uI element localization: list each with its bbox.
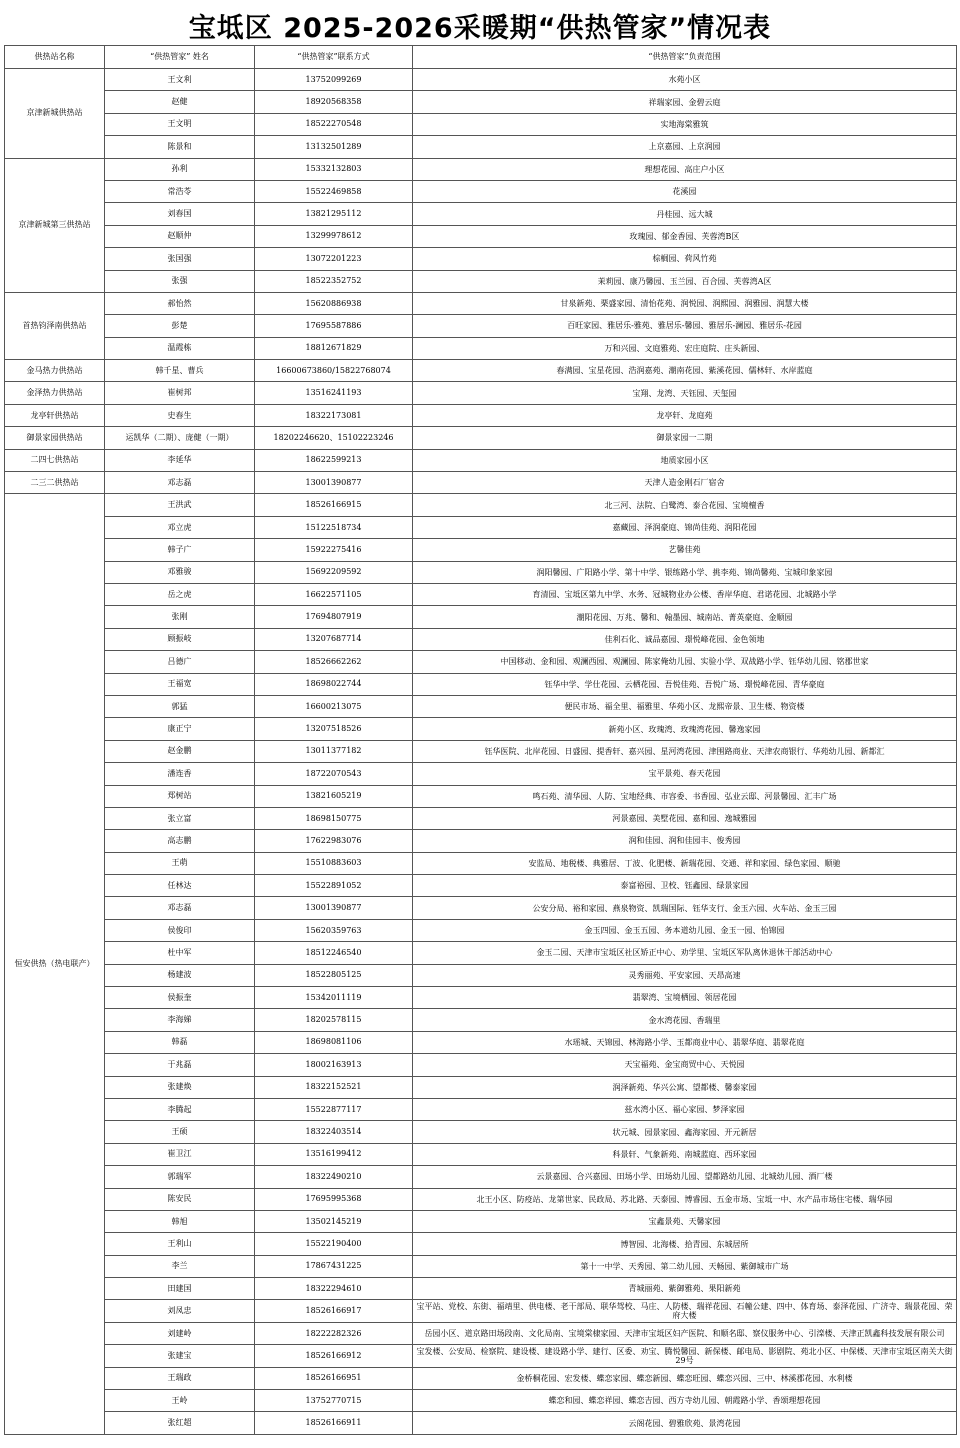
table-row [5, 1390, 957, 1412]
phone-cell: 13299978612 [255, 225, 413, 247]
coverage-range-cell: 理想花园、高庄户小区 [413, 158, 957, 180]
manager-name-cell: 邓雅骏 [105, 561, 255, 583]
table-row [5, 1367, 957, 1389]
coverage-range-cell: 青城丽苑、紫御雅苑、果阳新苑 [413, 1278, 957, 1300]
phone-cell: 13011377182 [255, 740, 413, 762]
table-row [5, 1143, 957, 1165]
coverage-range-cell: 中国移动、金和园、观澜西园、观澜园、陈家俺幼儿园、实验小学、双战路小学、钰华幼儿园、铭郡世家 [413, 651, 957, 673]
table-row [5, 1322, 957, 1344]
manager-name-cell: 张国强 [105, 248, 255, 270]
manager-name-cell: 李腾起 [105, 1098, 255, 1120]
manager-name-cell: 王瑞政 [105, 1367, 255, 1389]
table-row [5, 113, 957, 135]
table-row [5, 897, 957, 919]
coverage-range-cell: 实地海棠雅筑 [413, 113, 957, 135]
manager-name-cell: 邓立虎 [105, 516, 255, 538]
phone-cell: 16600213075 [255, 695, 413, 717]
phone-cell: 18698081106 [255, 1031, 413, 1053]
manager-name-cell: 杜中军 [105, 942, 255, 964]
phone-cell: 13207518526 [255, 718, 413, 740]
table-row [5, 1031, 957, 1053]
phone-cell: 18812671829 [255, 337, 413, 359]
table-row [5, 136, 957, 158]
table-row [5, 1233, 957, 1255]
manager-name-cell: 邓志磊 [105, 472, 255, 494]
phone-cell: 18322403514 [255, 1121, 413, 1143]
coverage-range-cell: 水苑小区 [413, 69, 957, 91]
manager-name-cell: 吕德广 [105, 651, 255, 673]
table-row [5, 1210, 957, 1232]
coverage-range-cell: 博智园、北海楼、拾青园、东城居所 [413, 1233, 957, 1255]
manager-name-cell: 常浩苓 [105, 180, 255, 202]
manager-name-cell: 潘连香 [105, 763, 255, 785]
manager-name-cell: 杨建波 [105, 964, 255, 986]
coverage-range-cell: 新苑小区、玫瑰湾、玫瑰湾花园、馨逸家园 [413, 718, 957, 740]
coverage-range-cell: 金水湾花园、香瑞里 [413, 1009, 957, 1031]
table-row [5, 315, 957, 337]
phone-cell: 13502145219 [255, 1210, 413, 1232]
coverage-range-cell: 状元城、园景家园、鑫海家园、开元新居 [413, 1121, 957, 1143]
coverage-range-cell: 祥瑞家园、金碧云庭 [413, 91, 957, 113]
coverage-range-cell: 棕榈园、荷风竹苑 [413, 248, 957, 270]
table-row [5, 180, 957, 202]
document-title: 宝坻区 2025-2026采暖期“供热管家”情况表 [188, 13, 772, 44]
manager-name-cell: 张红超 [105, 1412, 255, 1434]
manager-name-cell: 崔树邦 [105, 382, 255, 404]
coverage-range-cell: 春满园、宝星花园、浩润嘉苑、潮南花园、紫溪花园、儒林轩、水岸蓝庭 [413, 360, 957, 382]
coverage-range-cell: 岳园小区、道京路田场段南、文化局南、宝境棠棣家园、天津市宝坻区妇产医院、和顺名邸、察仪服务中心、引滦楼、天津正凯鑫科技发展有限公司 [413, 1322, 957, 1344]
phone-cell: 15122518734 [255, 516, 413, 538]
table-row [5, 964, 957, 986]
manager-name-cell: 韩磊 [105, 1031, 255, 1053]
phone-cell: 18526166915 [255, 494, 413, 516]
station-name-cell: 御景家园供热站 [5, 427, 105, 449]
phone-cell: 18202578115 [255, 1009, 413, 1031]
phone-cell: 18222282326 [255, 1322, 413, 1344]
manager-name-cell: 王硕 [105, 1121, 255, 1143]
table-row [5, 1166, 957, 1188]
coverage-range-cell: 宝发楼、公安局、检察院、建设楼、建设路小学、建行、区委、劝宝、腾悦馨园、新保楼、邮电局、影剧院、苑北小区、中保楼、天津市宝坻区南关大街29号 [413, 1345, 957, 1367]
coverage-range-cell: 灵秀丽苑、平安家园、天昂高速 [413, 964, 957, 986]
manager-name-cell: 韩千星、曹兵 [105, 360, 255, 382]
station-name-cell: 金马热力供热站 [5, 360, 105, 382]
manager-name-cell: 陈景和 [105, 136, 255, 158]
manager-name-cell: 孙利 [105, 158, 255, 180]
table-row [5, 875, 957, 897]
table-row [5, 69, 957, 91]
table-row [5, 807, 957, 829]
phone-cell: 16622571105 [255, 583, 413, 605]
coverage-range-cell: 金玉二园、天津市宝坻区社区矫正中心、劝学里、宝坻区军队离休退休干部活动中心 [413, 942, 957, 964]
coverage-range-cell: 地质家园小区 [413, 449, 957, 471]
manager-name-cell: 韩旭 [105, 1210, 255, 1232]
coverage-range-cell: 宝平站、党校、东街、福靖里、供电楼、老干部局、联华驾校、马庄、人防楼、瑞祥花园、石幢公建、四中、体育场、泰泽花园、广济寺、瑞景花园、荣府大楼 [413, 1300, 957, 1322]
manager-name-cell: 侯振奎 [105, 987, 255, 1009]
phone-cell: 18526166917 [255, 1300, 413, 1322]
table-row [5, 516, 957, 538]
phone-cell: 15522877117 [255, 1098, 413, 1120]
phone-cell: 18526662262 [255, 651, 413, 673]
manager-name-cell: 刘凤忠 [105, 1300, 255, 1322]
coverage-range-cell: 艺馨佳苑 [413, 539, 957, 561]
header-station: 供热站名称 [5, 46, 105, 69]
manager-name-cell: 任林达 [105, 875, 255, 897]
phone-cell: 18698022744 [255, 673, 413, 695]
manager-name-cell: 王利山 [105, 1233, 255, 1255]
header-row [5, 46, 957, 69]
table-row [5, 1412, 957, 1434]
coverage-range-cell: 北三河、法院、白鹭湾、泰合花园、宝境檀香 [413, 494, 957, 516]
table-body [5, 69, 957, 1435]
phone-cell: 17622983076 [255, 830, 413, 852]
manager-name-cell: 刘建岭 [105, 1322, 255, 1344]
phone-cell: 18722070543 [255, 763, 413, 785]
table-row [5, 606, 957, 628]
phone-cell: 13072201223 [255, 248, 413, 270]
coverage-range-cell: 宝平景苑、春天花园 [413, 763, 957, 785]
manager-name-cell: 于兆磊 [105, 1054, 255, 1076]
phone-cell: 18522352752 [255, 270, 413, 292]
table-row [5, 1300, 957, 1322]
manager-name-cell: 崔卫江 [105, 1143, 255, 1165]
header-name: “供热管家” 姓名 [105, 46, 255, 69]
table-row [5, 472, 957, 494]
table-row [5, 1121, 957, 1143]
coverage-range-cell: 泰富裕园、卫校、钰鑫园、绿景家园 [413, 875, 957, 897]
table-row [5, 382, 957, 404]
table-row [5, 404, 957, 426]
phone-cell: 18526166951 [255, 1367, 413, 1389]
phone-cell: 18202246620、15102223246 [255, 427, 413, 449]
table-row [5, 1076, 957, 1098]
phone-cell: 13516199412 [255, 1143, 413, 1165]
manager-name-cell: 李延华 [105, 449, 255, 471]
table-row [5, 449, 957, 471]
phone-cell: 18920568358 [255, 91, 413, 113]
phone-cell: 15510883603 [255, 852, 413, 874]
manager-name-cell: 郑树站 [105, 785, 255, 807]
coverage-range-cell: 金玉四园、金玉五园、务本道幼儿园、金玉一园、怡锦园 [413, 919, 957, 941]
coverage-range-cell: 龙亭轩、龙庭苑 [413, 404, 957, 426]
phone-cell: 13752770715 [255, 1390, 413, 1412]
coverage-range-cell: 钰华医院、北岸花园、日盛园、提香轩、嘉兴园、星河湾花园、津围路商业、天津农商银行、华苑幼儿园、新都汇 [413, 740, 957, 762]
table-row [5, 628, 957, 650]
phone-cell: 18526166911 [255, 1412, 413, 1434]
coverage-range-cell: 丹桂园、远大城 [413, 203, 957, 225]
phone-cell: 18522270548 [255, 113, 413, 135]
table-row [5, 1188, 957, 1210]
manager-name-cell: 张刚 [105, 606, 255, 628]
phone-cell: 13207687714 [255, 628, 413, 650]
table-row [5, 427, 957, 449]
coverage-range-cell: 兹水湾小区、福心家园、梦泽家园 [413, 1098, 957, 1120]
phone-cell: 18512246540 [255, 942, 413, 964]
coverage-range-cell: 翡翠湾、宝境栖园、领居花园 [413, 987, 957, 1009]
station-name-cell: 恒安供热（热电联产） [5, 494, 105, 1434]
phone-cell: 13132501289 [255, 136, 413, 158]
coverage-range-cell: 科景轩、气象新苑、南城蓝庭、西环家园 [413, 1143, 957, 1165]
manager-name-cell: 田建国 [105, 1278, 255, 1300]
table-row [5, 270, 957, 292]
table-row [5, 673, 957, 695]
table-row [5, 1054, 957, 1076]
manager-name-cell: 赵金鹏 [105, 740, 255, 762]
table-row [5, 91, 957, 113]
coverage-range-cell: 上京嘉园、上京润园 [413, 136, 957, 158]
phone-cell: 15692209592 [255, 561, 413, 583]
phone-cell: 13752099269 [255, 69, 413, 91]
phone-cell: 18322173081 [255, 404, 413, 426]
coverage-range-cell: 金桥桐花园、宏发楼、蝶恋家园、蝶恋新园、蝶恋旺园、蝶恋兴园、三中、林溪郡花园、水利楼 [413, 1367, 957, 1389]
coverage-range-cell: 鸣石苑、清华园、人防、宝地经典、市容委、书香园、弘业云邸、河景馨园、汇丰广场 [413, 785, 957, 807]
phone-cell: 16600673860/15822768074 [255, 360, 413, 382]
manager-name-cell: 李兰 [105, 1255, 255, 1277]
phone-cell: 15522891052 [255, 875, 413, 897]
phone-cell: 18322490210 [255, 1166, 413, 1188]
phone-cell: 18526166912 [255, 1345, 413, 1367]
coverage-range-cell: 润和佳园、润和佳园丰、俊秀园 [413, 830, 957, 852]
phone-cell: 18322152521 [255, 1076, 413, 1098]
coverage-range-cell: 嘉藏园、泽润豪庭、锦尚佳苑、润阳花园 [413, 516, 957, 538]
table-row [5, 583, 957, 605]
table-row [5, 852, 957, 874]
coverage-range-cell: 润泽新苑、华兴公寓、望都楼、馨泰家园 [413, 1076, 957, 1098]
station-name-cell: 首热钧泽南供热站 [5, 292, 105, 359]
table-row [5, 337, 957, 359]
table-row [5, 919, 957, 941]
manager-name-cell: 张立富 [105, 807, 255, 829]
coverage-range-cell: 河景嘉园、美墅花园、嘉和园、逸城雅园 [413, 807, 957, 829]
manager-name-cell: 史春生 [105, 404, 255, 426]
manager-name-cell: 郭瑞军 [105, 1166, 255, 1188]
manager-name-cell: 韩子广 [105, 539, 255, 561]
phone-cell: 15922275416 [255, 539, 413, 561]
table-row [5, 785, 957, 807]
phone-cell: 17695587886 [255, 315, 413, 337]
table-row [5, 1345, 957, 1367]
manager-name-cell: 郭猛 [105, 695, 255, 717]
manager-name-cell: 王岭 [105, 1390, 255, 1412]
phone-cell: 15620359763 [255, 919, 413, 941]
table-row [5, 494, 957, 516]
coverage-range-cell: 御景家园一二期 [413, 427, 957, 449]
table-row [5, 763, 957, 785]
phone-cell: 13821295112 [255, 203, 413, 225]
table-row [5, 1278, 957, 1300]
station-name-cell: 京津新城供热站 [5, 69, 105, 159]
coverage-range-cell: 蝶恋和园、蝶恋祥园、蝶恋吉园、西方寺幼儿园、朝霞路小学、香颂理想花园 [413, 1390, 957, 1412]
manager-name-cell: 彭楚 [105, 315, 255, 337]
manager-name-cell: 王文明 [105, 113, 255, 135]
manager-name-cell: 王萌 [105, 852, 255, 874]
phone-cell: 15342011119 [255, 987, 413, 1009]
manager-name-cell: 赵健 [105, 91, 255, 113]
manager-name-cell: 陈安民 [105, 1188, 255, 1210]
manager-name-cell: 岳之虎 [105, 583, 255, 605]
phone-cell: 13001390877 [255, 472, 413, 494]
coverage-range-cell: 百旺家园、雅居乐-雅苑、雅居乐-馨园、雅居乐-澜园、雅居乐-花园 [413, 315, 957, 337]
coverage-range-cell: 北王小区、防疫站、龙第世家、民政局、苏北路、天泰园、博睿园、五金市场、宝坻一中、水产品市场住宅楼、瑞华园 [413, 1188, 957, 1210]
coverage-range-cell: 天宝福苑、金宝商贸中心、天悦园 [413, 1054, 957, 1076]
manager-name-cell: 顾振岐 [105, 628, 255, 650]
coverage-range-cell: 潮阳花园、万兆、馨和、翰墨园、城南站、菁英豪庭、金顺园 [413, 606, 957, 628]
phone-cell: 15522190400 [255, 1233, 413, 1255]
manager-name-cell: 邓志磊 [105, 897, 255, 919]
manager-name-cell: 康正宁 [105, 718, 255, 740]
table-row [5, 360, 957, 382]
table-row [5, 1098, 957, 1120]
manager-name-cell: 高志鹏 [105, 830, 255, 852]
coverage-range-cell: 公安分局、裕和家园、燕泉物资、凯瑞国际、钰华支行、金玉六园、火车站、金玉三园 [413, 897, 957, 919]
phone-cell: 15620886938 [255, 292, 413, 314]
table-row [5, 740, 957, 762]
phone-cell: 15332132803 [255, 158, 413, 180]
table-row [5, 942, 957, 964]
table-row [5, 718, 957, 740]
phone-cell: 13821605219 [255, 785, 413, 807]
coverage-range-cell: 茉莉园、康乃馨园、玉兰园、百合园、芙蓉湾A区 [413, 270, 957, 292]
phone-cell: 18322294610 [255, 1278, 413, 1300]
phone-cell: 15522469858 [255, 180, 413, 202]
manager-name-cell: 侯俊印 [105, 919, 255, 941]
header-range: “供热管家”负责范围 [413, 46, 957, 69]
manager-name-cell: 温霞栋 [105, 337, 255, 359]
coverage-range-cell: 佳利石化、诚品嘉园、璟悦峰花园、金色领地 [413, 628, 957, 650]
station-name-cell: 二三二供热站 [5, 472, 105, 494]
phone-cell: 13516241193 [255, 382, 413, 404]
phone-cell: 18522805125 [255, 964, 413, 986]
station-name-cell: 龙亭轩供热站 [5, 404, 105, 426]
coverage-range-cell: 甘泉新苑、栗盛家园、清怡花苑、润悦园、润熙园、润雅园、润慧大楼 [413, 292, 957, 314]
manager-name-cell: 张建焕 [105, 1076, 255, 1098]
table-row [5, 292, 957, 314]
table-row [5, 203, 957, 225]
header-phone: “供热管家”联系方式 [255, 46, 413, 69]
station-name-cell: 二四七供热站 [5, 449, 105, 471]
coverage-range-cell: 润阳馨园、广阳路小学、第十中学、银练路小学、挑李苑、锦尚馨苑、宝城印象家园 [413, 561, 957, 583]
manager-name-cell: 赵顺仲 [105, 225, 255, 247]
coverage-range-cell: 天津人造金刚石厂宿舍 [413, 472, 957, 494]
phone-cell: 17695995368 [255, 1188, 413, 1210]
coverage-range-cell: 水瑶城、天锦园、林海路小学、玉都商业中心、翡翠华庭、翡翠花庭 [413, 1031, 957, 1053]
coverage-range-cell: 宝鑫景苑、天馨家园 [413, 1210, 957, 1232]
phone-cell: 17867431225 [255, 1255, 413, 1277]
phone-cell: 13001390877 [255, 897, 413, 919]
coverage-range-cell: 云景嘉园、合兴嘉园、田场小学、田场幼儿园、望都路幼儿园、北城幼儿园、酒厂楼 [413, 1166, 957, 1188]
manager-name-cell: 王福宽 [105, 673, 255, 695]
coverage-range-cell: 宝翔、龙湾、天钰园、天玺园 [413, 382, 957, 404]
table-row [5, 695, 957, 717]
manager-name-cell: 李海娣 [105, 1009, 255, 1031]
phone-cell: 17694807919 [255, 606, 413, 628]
manager-name-cell: 张强 [105, 270, 255, 292]
coverage-range-cell: 云阁花园、碧雅欣苑、景湾花园 [413, 1412, 957, 1434]
table-row [5, 651, 957, 673]
table-row [5, 830, 957, 852]
phone-cell: 18622599213 [255, 449, 413, 471]
table-row [5, 1255, 957, 1277]
coverage-range-cell: 万和兴园、文庭雅苑、宏庄庭院、庄头新园、 [413, 337, 957, 359]
phone-cell: 18002163913 [255, 1054, 413, 1076]
coverage-range-cell: 第十一中学、天秀园、第二幼儿园、天畅园、紫御城市广场 [413, 1255, 957, 1277]
coverage-range-cell: 玫瑰园、郁金香园、芙蓉湾B区 [413, 225, 957, 247]
manager-name-cell: 张建宝 [105, 1345, 255, 1367]
manager-name-cell: 刘春国 [105, 203, 255, 225]
table-row [5, 539, 957, 561]
heating-manager-table [4, 45, 957, 1435]
coverage-range-cell: 钰华中学、学仕花园、云栖花园、吾悦佳苑、吾悦广场、璟悦峰花园、青华豪庭 [413, 673, 957, 695]
table-row [5, 158, 957, 180]
phone-cell: 18698150775 [255, 807, 413, 829]
manager-name-cell: 王洪武 [105, 494, 255, 516]
table-row [5, 225, 957, 247]
coverage-range-cell: 花溪园 [413, 180, 957, 202]
table-row [5, 248, 957, 270]
table-row [5, 561, 957, 583]
manager-name-cell: 运凯华（二期）、庞健（一期） [105, 427, 255, 449]
table-row [5, 987, 957, 1009]
coverage-range-cell: 安监局、地税楼、典雅居、丁波、化肥楼、新瑞花园、交通、祥和家园、绿色家园、顺驰 [413, 852, 957, 874]
manager-name-cell: 王文利 [105, 69, 255, 91]
coverage-range-cell: 便民市场、福全里、福雅里、华苑小区、龙熙帝景、卫生楼、物资楼 [413, 695, 957, 717]
station-name-cell: 金泽热力供热站 [5, 382, 105, 404]
coverage-range-cell: 育清园、宝坻区第九中学、水务、冠城物业办公楼、香岸华庭、君诺花园、北城路小学 [413, 583, 957, 605]
table-row [5, 1009, 957, 1031]
station-name-cell: 京津新城第三供热站 [5, 158, 105, 292]
manager-name-cell: 郝怡然 [105, 292, 255, 314]
